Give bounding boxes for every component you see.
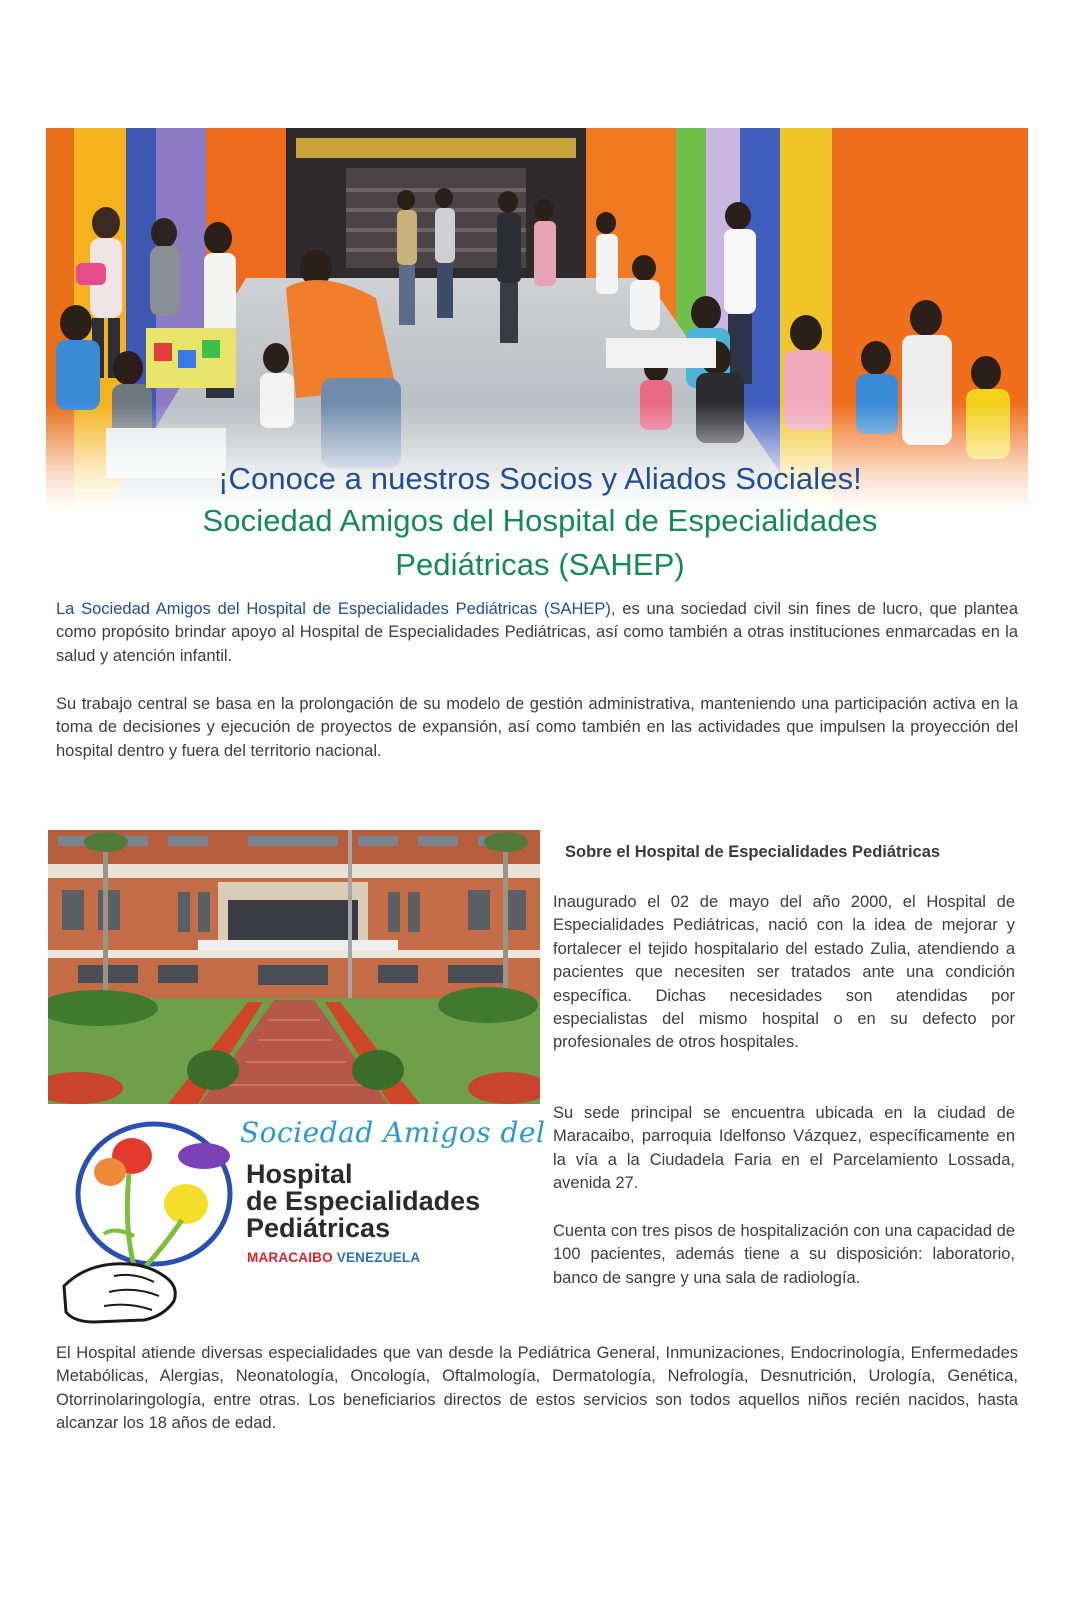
section-title: Sobre el Hospital de Especialidades Pediátricas xyxy=(565,843,941,861)
hospital-building-photo xyxy=(48,830,540,1104)
organization-title: Sociedad Amigos del Hospital de Especialidades xyxy=(202,503,878,538)
hospital-location-paragraph: Su sede principal se encuentra ubicada en la ciudad de Maracaibo, parroquia Idelfonso Vázquez, específicamente en la vía a la Ciudadela Faria en el Parcelamiento Lossada, avenida 27. xyxy=(553,1104,1015,1193)
logo-line-hospital: Hospital xyxy=(246,1159,353,1189)
hero-photo xyxy=(46,128,1028,510)
logo-line-pediatricas: Pediátricas xyxy=(246,1213,391,1243)
mission-paragraph: Su trabajo central se basa en la prolongación de su modelo de gestión administrativa, manteniendo una participación activa en la toma de decisiones y ejecución de proyectos de expansión, así como también en las actividades que impulsen la proyección del hospital dentro y fuera del territorio nacional. xyxy=(56,695,1018,760)
organization-title-continued: Pediátricas (SAHEP) xyxy=(395,547,685,582)
intro-lead: La Sociedad Amigos del Hospital de Especialidades Pediátricas (SAHEP), xyxy=(56,600,616,618)
logo-city: MARACAIBO xyxy=(247,1250,333,1265)
logo-location xyxy=(247,1250,420,1265)
sahep-logo xyxy=(54,1116,544,1331)
logo-country: VENEZUELA xyxy=(336,1250,421,1265)
hospital-history-paragraph: Inaugurado el 02 de mayo del año 2000, el Hospital de Especialidades Pediátricas, nació con la idea de mejorar y fortalecer el tejido hospitalario del estado Zulia, atendiendo a pacientes que necesiten ser tratados ante una condición específica. Dichas necesidades son atendidas por especialistas del mismo hospital o en su defecto por profesionales de otros hospitales. xyxy=(553,893,1015,1052)
logo-flower-hand-icon xyxy=(54,1116,244,1331)
logo-line-especialidades: de Especialidades xyxy=(246,1186,481,1216)
hospital-capacity-paragraph: Cuenta con tres pisos de hospitalización con una capacidad de 100 pacientes, además tiene a su disposición: laboratorio, banco de sangre y una sala de radiología. xyxy=(553,1222,1015,1287)
intro-paragraph xyxy=(56,598,1018,668)
intro-rest: es una sociedad civil sin fines de lucro, que plantea como propósito brindar apoyo al Hospital de Especialidades Pediátricas, así como también a otras instituciones enmarcadas en la salud y atención infantil. xyxy=(56,600,1018,665)
logo-script-text: Sociedad Amigos del xyxy=(240,1116,546,1149)
specialties-paragraph: El Hospital atiende diversas especialidades que van desde la Pediátrica General, Inmunizaciones, Endocrinología, Enfermedades Metabólicas, Alergias, Neonatología, Oncología, Oftalmología, Dermatología, Nefrología, Desnutrición, Urología, Genética, Otorrinolaringología, entre otras. Los beneficiarios directos de estos servicios son todos aquellos niños recién nacidos, hasta alcanzar los 18 años de edad. xyxy=(56,1344,1018,1433)
page-title: ¡Conoce a nuestros Socios y Aliados Sociales! xyxy=(218,461,862,496)
